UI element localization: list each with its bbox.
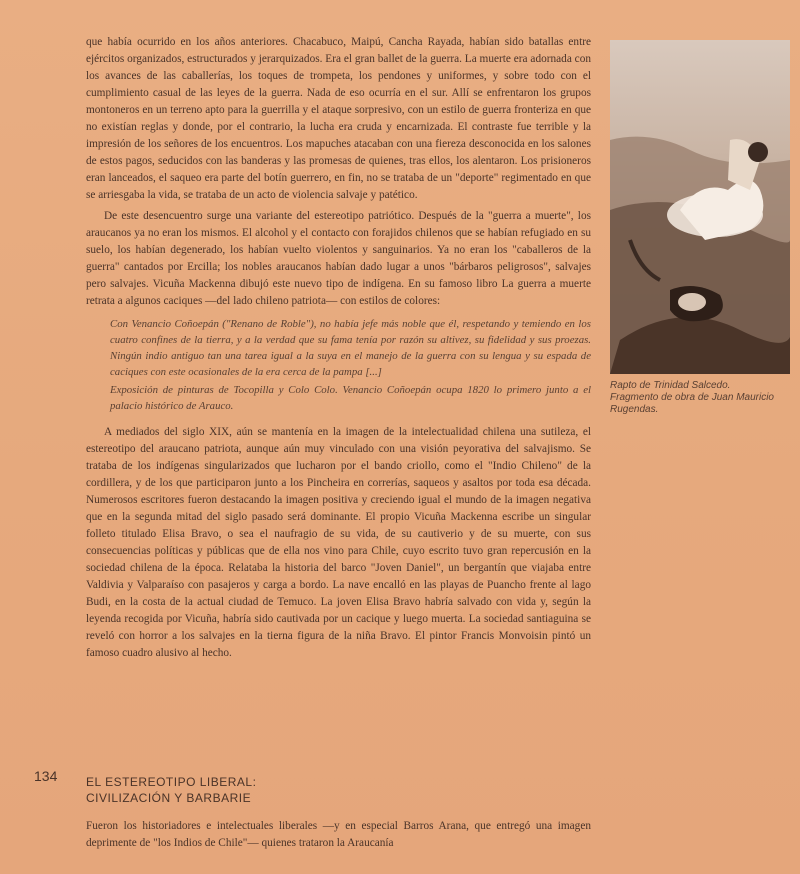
- paragraph-3: A mediados del siglo XIX, aún se mantenía en la imagen de la intelectualidad chilena una sutileza, el estereotipo del araucano patriota, aunque aún muy vinculado con una visión peyorativa del salvajismo. Se trataba de los indígenas singularizados que lucharon por el bando criollo, como el "Indio Chileno" de la cordillera, y de los que participaron junto a los Pincheira en correrías, saqueos y asaltos por toda esa década. Numerosos escritores fueron destacando la imagen positiva y creciendo igual el mundo de la imagen negativa que en la segunda mitad del siglo pasado será dominante. El propio Vicuña Mackenna escribe un singular folleto titulado Elisa Bravo, o sea el naufragio de su vida, de su cautiverio y de su muerte, con sus consecuencias políticas y públicas que de ella nos vino para Chile, cuyo escrito tuvo gran repercusión en la sociedad chilena de la época. Relataba la historia del barco "Joven Daniel", un bergantín que viajaba entre Valdivia y Valparaíso con pasajeros y carga a bordo. La nave encalló en las playas de Puancho frente al lago Budi, en la costa de la actual ciudad de Temuco. La joven Elisa Bravo habría salvado con vida y, según la leyenda recogida por Vicuña, habría sido cautivada por un cacique y luego muerta. La sociedad santiaguina se reveló con horror a los salvajes en la tierna figura de la niña Bravo. El pintor Francis Monvoisin pintó un famoso cuadro alusivo al hecho.: [86, 426, 591, 659]
- paragraph-2: De este desencuentro surge una variante del estereotipo patriótico. Después de la "guerra a muerte", los araucanos ya no eran los mismos. El alcohol y el contacto con forajidos chilenos que se habían refugiado en su suelo, los habían degenerado, los habían vuelto violentos y sanguinarios. Ya no eran los "caballeros de la guerra" cantados por Ercilla; los nobles araucanos habían dado lugar a unos "bárbaros peligrosos", salvajes pero salvajes. Vicuña Mackenna dibujó este nuevo tipo de indígena. En su famoso libro La guerra a muerte retrata a algunos caciques —del lado chileno patriota— con estilos de colores:: [86, 210, 591, 307]
- painting-image: [610, 40, 790, 374]
- final-paragraph: Fueron los historiadores e intelectuales liberales —y en especial Barros Arana, que entregó una imagen deprimente de "los Indios de Chile"— quienes trataron la Araucanía: [86, 820, 591, 849]
- section-heading-line-1: EL ESTEREOTIPO LIBERAL:: [86, 775, 257, 789]
- painting-figure: [610, 40, 790, 374]
- section-heading: [86, 774, 386, 806]
- block-quote: [110, 316, 591, 414]
- paragraph-1: que había ocurrido en los años anteriores. Chacabuco, Maipú, Cancha Rayada, habían sido batallas entre ejércitos organizados, estructurados y jerarquizados. Era el gran ballet de la guerra. La muerte era adornada con los avances de las caballerías, los toques de trompeta, los pendones y uniformes, y sobre todo con el cumplimiento casual de las leyes de la guerra. Nada de eso ocurría en el sur. Allí se enfrentaron los grupos montoneros en un terreno apto para la guerrilla y el ataque sorpresivo, con un estilo de guerra fronteriza en que no existían reglas y donde, por el contrario, la lucha era cruda y encarnizada. El contraste fue terrible y la impresión de los señores de los encuentros. Los mapuches atacaban con una fiereza desconocida en los salones de estos pagos, seducidos con las banderas y las promesas de quienes, tras ellos, los alentaron. Los prisioneros eran lanceados, el saqueo era parte del botín guerrero, en fin, no se trataba de un "deporte" regimentado en que se arriesgaba la vida, se trataba de un acto de violencia salvaje y patético.: [86, 36, 591, 201]
- main-text-column: [86, 34, 591, 666]
- page-number: 134: [34, 768, 58, 784]
- figure-caption: Rapto de Trinidad Salcedo. Fragmento de obra de Juan Mauricio Rugendas.: [610, 380, 774, 415]
- section-heading-line-2: CIVILIZACIÓN Y BARBARIE: [86, 791, 252, 805]
- quote-text: Con Venancio Coñoepán ("Renano de Roble"), no había jefe más noble que él, respetando y temiendo en los cuatro confines de la tierra, y a la verdad que su fama tenía por razón su altivez, su fidelidad y sus proezas. Ningún indio antiguo tan una tarea igual a la suya en el manejo de la guerra con su lengua y su espada de caciques con este ocasionales de la era cerca de la pampa [...]: [110, 318, 591, 378]
- quote-source: Exposición de pinturas de Tocopilla y Colo Colo. Venancio Coñoepán ocupa 1820 lo primero junto a el palacio histórico de Arauco.: [110, 384, 591, 412]
